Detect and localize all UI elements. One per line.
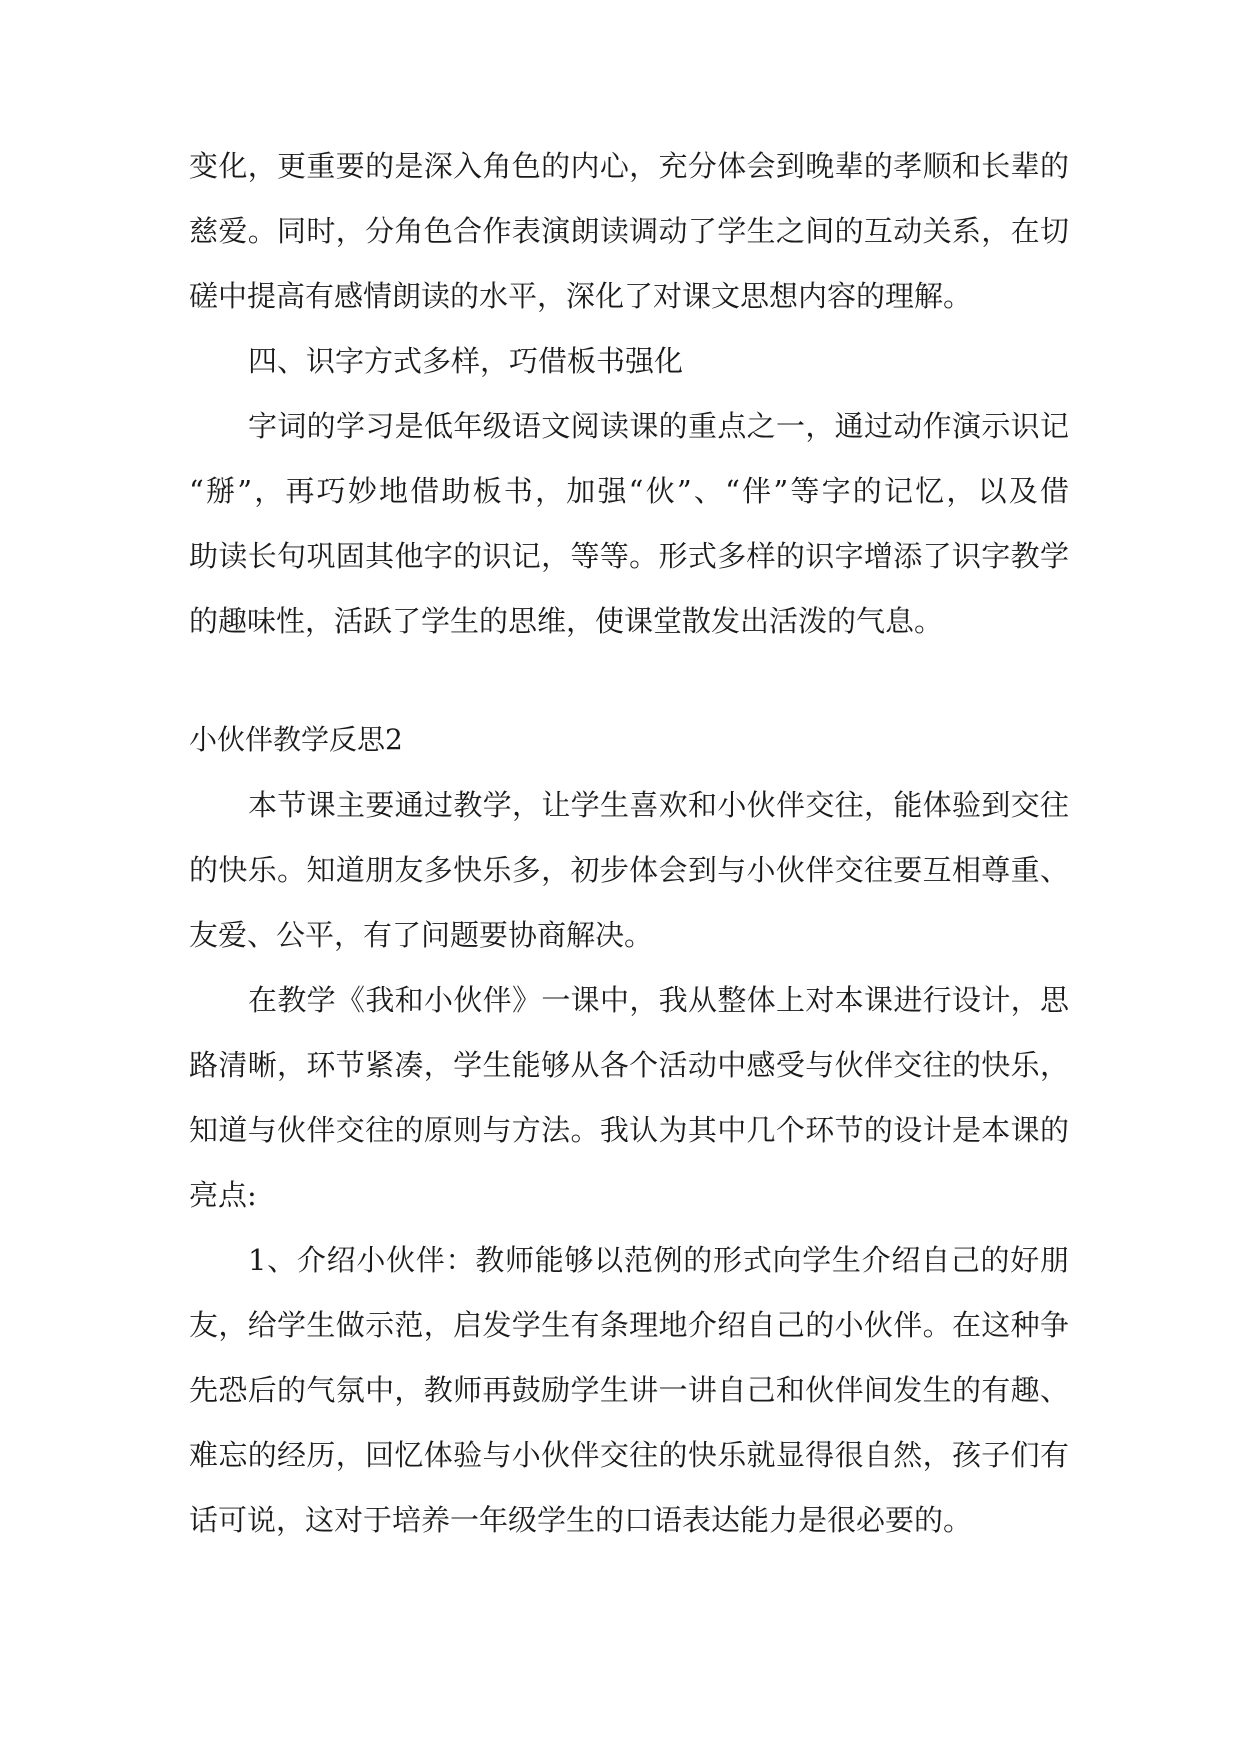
paragraph-line: 慈爱。同时，分角色合作表演朗读调动了学生之间的互动关系，在切 — [189, 214, 1069, 248]
paragraph-line: 变化，更重要的是深入角色的内心，充分体会到晚辈的孝顺和长辈的 — [189, 149, 1069, 183]
paragraph-line: 难忘的经历，回忆体验与小伙伴交往的快乐就显得很自然，孩子们有 — [189, 1438, 1069, 1472]
paragraph-line: 字词的学习是低年级语文阅读课的重点之一，通过动作演示识记 — [248, 409, 1069, 443]
paragraph-line: 知道与伙伴交往的原则与方法。我认为其中几个环节的设计是本课的 — [189, 1113, 1069, 1147]
paragraph-line: 亮点: — [189, 1178, 257, 1212]
paragraph-line: 1、介绍小伙伴：教师能够以范例的形式向学生介绍自己的好朋 — [248, 1243, 1069, 1277]
paragraph-line: “掰”，再巧妙地借助板书，加强“伙”、“伴”等字的记忆，以及借 — [189, 474, 1069, 508]
paragraph-line: 先恐后的气氛中，教师再鼓励学生讲一讲自己和伙伴间发生的有趣、 — [189, 1373, 1069, 1407]
paragraph-line: 本节课主要通过教学，让学生喜欢和小伙伴交往，能体验到交往 — [248, 788, 1069, 822]
paragraph-line: 在教学《我和小伙伴》一课中，我从整体上对本课进行设计，思 — [248, 983, 1069, 1017]
paragraph-line: 的趣味性，活跃了学生的思维，使课堂散发出活泼的气息。 — [189, 604, 944, 638]
paragraph-line: 友爱、公平，有了问题要协商解决。 — [189, 918, 654, 952]
paragraph-line: 磋中提高有感情朗读的水平，深化了对课文思想内容的理解。 — [189, 279, 973, 313]
paragraph-line: 的快乐。知道朋友多快乐多，初步体会到与小伙伴交往要互相尊重、 — [189, 853, 1069, 887]
paragraph-line: 助读长句巩固其他字的识记，等等。形式多样的识字增添了识字教学 — [189, 539, 1069, 573]
reflection-title: 小伙伴教学反思2 — [189, 723, 403, 756]
paragraph-line: 话可说，这对于培养一年级学生的口语表达能力是很必要的。 — [189, 1503, 973, 1537]
section-heading: 四、识字方式多样，巧借板书强化 — [248, 344, 684, 378]
paragraph-line: 路清晰，环节紧凑，学生能够从各个活动中感受与伙伴交往的快乐， — [189, 1048, 1069, 1082]
paragraph-line: 友，给学生做示范，启发学生有条理地介绍自己的小伙伴。在这种争 — [189, 1308, 1069, 1342]
